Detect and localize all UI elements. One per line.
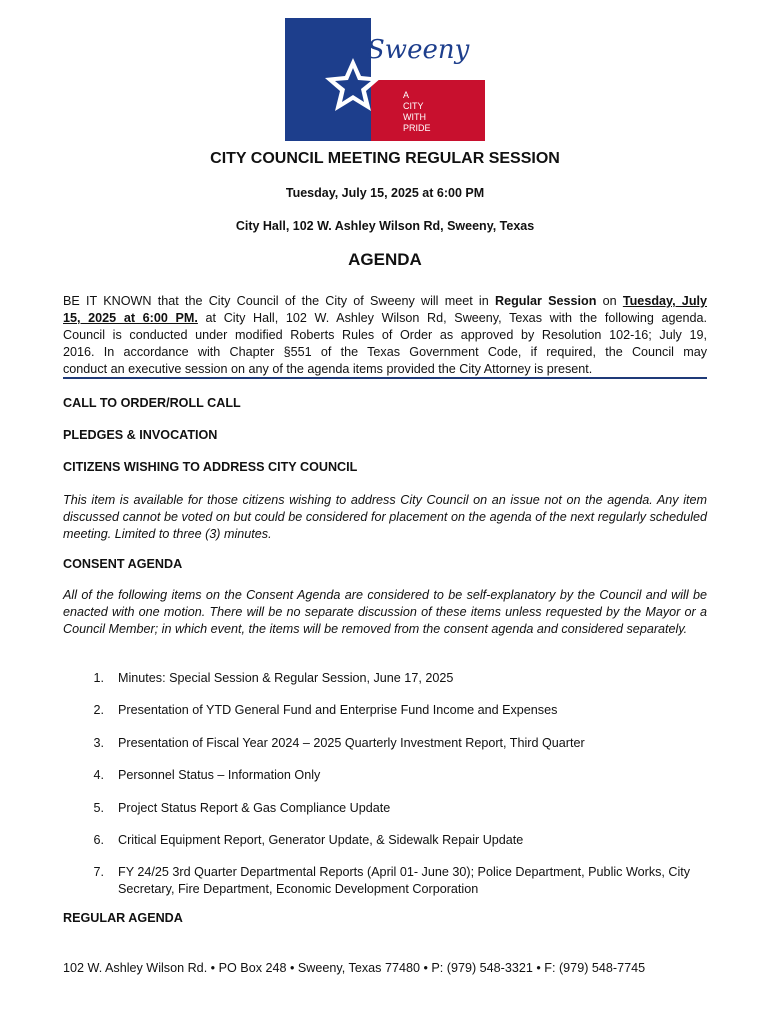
logo-tagline-3: WITH <box>403 112 426 122</box>
intro-line-2 <box>63 310 707 327</box>
item-text: FY 24/25 3rd Quarter Departmental Reports (April 01- June 30); Police Department, Public Works, City Secretary, Fire Department, Economic Development Corporation <box>118 865 691 896</box>
meeting-date-underlined: 15, 2025 at 6:00 PM. <box>63 311 198 325</box>
item-text: Personnel Status – Information Only <box>118 768 321 782</box>
item-text: Critical Equipment Report, Generator Update, & Sidewalk Repair Update <box>118 833 524 847</box>
item-number: 5. <box>93 801 104 815</box>
item-text: Minutes: Special Session & Regular Session, June 17, 2025 <box>118 671 454 685</box>
intro-line-3: Council is conducted under modified Roberts Rules of Order as approved by Resolution 102-16; July 19, <box>63 328 707 342</box>
intro-text: at City Hall, 102 W. Ashley Wilson Rd, Sweeny, Texas with the following agenda. <box>197 311 708 325</box>
item-text: Presentation of YTD General Fund and Enterprise Fund Income and Expenses <box>118 703 558 717</box>
intro-line-4: 2016. In accordance with Chapter §551 of the Texas Government Code, if required, the Council may <box>63 345 707 359</box>
intro-paragraph <box>63 293 707 378</box>
intro-line-1 <box>63 293 707 310</box>
logo-wordmark: Sweeny <box>367 35 470 65</box>
agenda-heading: AGENDA <box>348 250 422 269</box>
item-number: 7. <box>93 865 104 879</box>
sweeny-logo-graphic <box>285 18 485 141</box>
meeting-date-underlined: Tuesday, July <box>622 294 708 308</box>
intro-line-5: conduct an executive session on any of the agenda items provided the City Attorney is present. <box>63 362 593 376</box>
regular-session-bold: Regular Session <box>494 294 597 308</box>
item-number: 3. <box>93 736 104 750</box>
logo-tagline-1: A <box>403 90 410 100</box>
city-logo <box>285 18 485 141</box>
footer-contact: 102 W. Ashley Wilson Rd. • PO Box 248 • Sweeny, Texas 77480 • P: (979) 548-3321 • F: (979) 548-7745 <box>63 961 646 975</box>
logo-tagline-4: PRIDE <box>403 123 431 133</box>
pledges-heading: PLEDGES & INVOCATION <box>63 428 218 442</box>
logo-tagline-2: CITY <box>403 101 424 111</box>
intro-text: BE IT KNOWN that the City Council of the City of Sweeny will meet in <box>63 294 495 308</box>
item-text: Presentation of Fiscal Year 2024 – 2025 Quarterly Investment Report, Third Quarter <box>118 736 585 750</box>
page-title: CITY COUNCIL MEETING REGULAR SESSION <box>210 150 560 167</box>
meeting-datetime: Tuesday, July 15, 2025 at 6:00 PM <box>285 186 485 200</box>
item-number: 4. <box>93 768 104 782</box>
call-to-order-heading: CALL TO ORDER/ROLL CALL <box>63 396 241 410</box>
meeting-location: City Hall, 102 W. Ashley Wilson Rd, Sweeny, Texas <box>235 219 535 233</box>
item-text: Project Status Report & Gas Compliance Update <box>118 801 391 815</box>
section-divider <box>63 377 707 379</box>
item-number: 6. <box>93 833 104 847</box>
item-number: 1. <box>93 671 104 685</box>
consent-agenda-description: All of the following items on the Consent Agenda are considered to be self-explanatory by the Council and will be enacted with one motion. There will be no separate discussion of these items unless requested by the Mayor or a Council Member; in which event, the items will be removed from the consent agenda and considered separately. <box>63 588 707 636</box>
item-number: 2. <box>93 703 104 717</box>
regular-agenda-heading: REGULAR AGENDA <box>63 911 183 925</box>
intro-text: on <box>596 294 623 308</box>
citizens-heading: CITIZENS WISHING TO ADDRESS CITY COUNCIL <box>63 460 358 474</box>
citizens-description: This item is available for those citizens wishing to address City Council on an issue not on the agenda. Any item discussed cannot be voted on but could be considered for placement on the agenda of the next regularly scheduled meeting. Limited to three (3) minutes. <box>63 493 707 541</box>
consent-agenda-heading: CONSENT AGENDA <box>63 557 183 571</box>
